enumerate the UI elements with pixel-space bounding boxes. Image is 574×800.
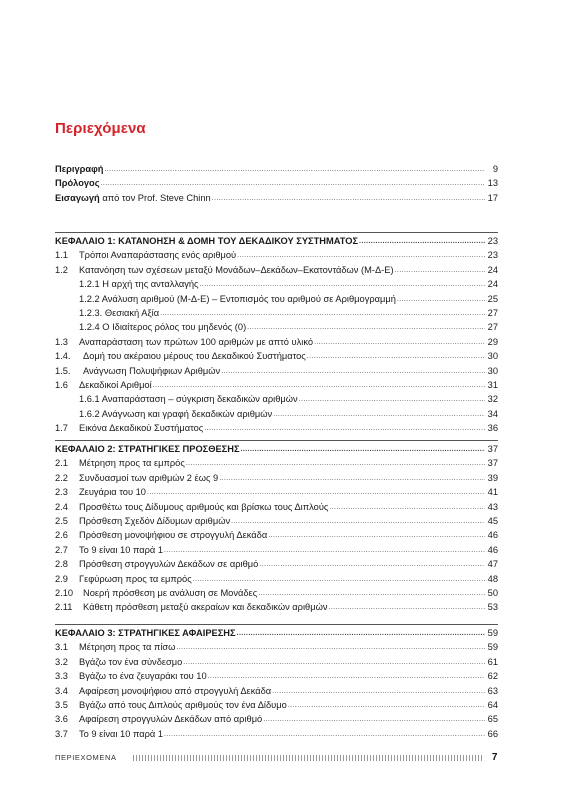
toc-section[interactable] xyxy=(55,712,498,726)
toc-entry-label xyxy=(55,191,211,205)
toc-section-page: 30 xyxy=(487,365,498,376)
toc-section-number: 3.3 xyxy=(55,671,68,682)
dot-leader xyxy=(272,685,485,699)
toc-entry-label-rest: από τον Prof. Steve Chinn xyxy=(99,192,211,203)
toc-section-page: 36 xyxy=(487,423,498,434)
chapter-heading[interactable] xyxy=(55,626,498,640)
toc-section[interactable] xyxy=(55,528,498,542)
toc-section[interactable] xyxy=(55,248,498,262)
toc-section-label: Νοερή πρόσθεση με ανάλυση σε Μονάδες xyxy=(83,587,258,598)
toc-section[interactable] xyxy=(55,640,498,654)
dot-leader xyxy=(241,443,485,457)
dot-leader xyxy=(212,192,485,206)
toc-section-page: 29 xyxy=(487,336,498,347)
toc-section-number: 3.5 xyxy=(55,699,68,710)
toc-section-page: 53 xyxy=(487,602,498,613)
toc-section-label: 1.2.4 Ο Ιδιαίτερος ρόλος του μηδενός (0) xyxy=(79,322,247,333)
dot-leader xyxy=(328,601,485,615)
toc-section-page: 63 xyxy=(487,685,498,696)
dot-leader xyxy=(288,699,485,713)
toc-section-page: 24 xyxy=(487,264,498,275)
chapter-divider xyxy=(55,440,498,441)
toc-section-page: 43 xyxy=(487,501,498,512)
toc-section-number: 1.2 xyxy=(55,264,68,275)
toc-subsection[interactable] xyxy=(55,392,498,406)
toc-section-page: 23 xyxy=(487,250,498,261)
toc-section-label: Το 9 είναι 10 παρά 1 xyxy=(79,544,164,555)
toc-section[interactable] xyxy=(55,471,498,485)
chapter-heading-page: 59 xyxy=(487,628,498,638)
toc-section-number: 3.6 xyxy=(55,714,68,725)
dot-leader xyxy=(314,336,485,350)
toc-section-label: Μέτρηση προς τα πίσω xyxy=(79,642,176,653)
toc-section-number: 1.1 xyxy=(55,250,68,261)
toc-section[interactable] xyxy=(55,364,498,378)
dot-leader xyxy=(268,529,485,543)
chapter-divider xyxy=(55,624,498,625)
chapter-divider xyxy=(55,232,498,233)
toc-section-number: 2.4 xyxy=(55,501,68,512)
toc-section-label: Βγάζω από τους Διπλούς αριθμούς τον ένα Δίδυμο xyxy=(79,699,287,710)
toc-section-number: 1.3 xyxy=(55,336,68,347)
dot-leader xyxy=(208,670,485,684)
toc-section-page: 25 xyxy=(487,293,498,304)
footer-decorative-bars xyxy=(133,755,482,761)
toc-subsection[interactable] xyxy=(55,407,498,421)
toc-entry-label xyxy=(55,176,100,190)
toc-section-label: Πρόσθεση Σχεδόν Δίδυμων αριθμών xyxy=(79,515,231,526)
dot-leader xyxy=(219,472,485,486)
toc-section-page: 24 xyxy=(487,279,498,290)
toc-section[interactable] xyxy=(55,514,498,528)
toc-section[interactable] xyxy=(55,378,498,392)
toc-section-label: Κάθετη πρόσθεση μεταξύ ακεραίων και δεκαδικών αριθμών xyxy=(83,602,328,613)
toc-section-number: 2.1 xyxy=(55,458,68,469)
toc-section[interactable] xyxy=(55,456,498,470)
toc-section-page: 34 xyxy=(487,408,498,419)
dot-leader xyxy=(186,457,485,471)
dot-leader xyxy=(247,321,485,335)
toc-section[interactable] xyxy=(55,684,498,698)
toc-section[interactable] xyxy=(55,572,498,586)
toc-section-label: Ανάγνωση Πολυψήφιων Αριθμών xyxy=(83,365,221,376)
toc-section-page: 50 xyxy=(487,587,498,598)
toc-section[interactable] xyxy=(55,557,498,571)
dot-leader xyxy=(397,293,485,307)
dot-leader xyxy=(329,501,485,515)
toc-section-number: 3.2 xyxy=(55,656,68,667)
toc-section-label: Εικόνα Δεκαδικού Συστήματος xyxy=(79,423,204,434)
toc-section[interactable] xyxy=(55,586,498,600)
toc-section-page: 32 xyxy=(487,394,498,405)
toc-section-label: Αφαίρεση στρογγυλών Δεκάδων από αριθμό xyxy=(79,714,263,725)
toc-section[interactable] xyxy=(55,263,498,277)
toc-section-number: 2.10 xyxy=(55,587,74,598)
toc-section-label: Βγάζω τον ένα σύνδεσμο xyxy=(79,656,183,667)
toc-section-number: 2.6 xyxy=(55,530,68,541)
toc-section-label: Μέτρηση προς τα εμπρός xyxy=(79,458,185,469)
toc-subsection[interactable] xyxy=(55,306,498,320)
dot-leader xyxy=(193,573,485,587)
dot-leader xyxy=(176,641,485,655)
dot-leader xyxy=(237,249,485,263)
toc-section-number: 3.4 xyxy=(55,685,68,696)
toc-section-number: 2.7 xyxy=(55,544,68,555)
chapter-heading[interactable] xyxy=(55,234,498,248)
footer-page-number: 7 xyxy=(491,752,498,763)
toc-section-label: Το 9 είναι 10 παρά 1 xyxy=(79,728,164,739)
toc-section-label: 1.6.2 Ανάγνωση και γραφή δεκαδικών αριθμών xyxy=(79,408,273,419)
toc-section[interactable] xyxy=(55,543,498,557)
toc-section-label: Βγάζω το ένα ζευγαράκι του 10 xyxy=(79,671,207,682)
toc-section-page: 45 xyxy=(487,515,498,526)
toc-section-label: Αφαίρεση μονοψήφιου από στρογγυλή Δεκάδα xyxy=(79,685,272,696)
dot-leader xyxy=(263,713,485,727)
toc-section-number: 3.1 xyxy=(55,642,68,653)
toc-section-number: 1.6 xyxy=(55,379,68,390)
toc-section-label: Προσθέτω τους Δίδυμους αριθμούς και βρίσκω τους Διπλούς xyxy=(79,501,329,512)
toc-section[interactable] xyxy=(55,727,498,741)
dot-leader xyxy=(164,544,485,558)
toc-section-page: 27 xyxy=(487,322,498,333)
toc-section-label: Γεφύρωση προς τα εμπρός xyxy=(79,573,192,584)
toc-section-number: 1.7 xyxy=(55,423,68,434)
toc-section-number: 1.4. xyxy=(55,351,71,362)
toc-section-label: Κατανόηση των σχέσεων μεταξύ Μονάδων–Δεκάδων–Εκατοντάδων (Μ-Δ-Ε) xyxy=(79,264,394,275)
toc-entry[interactable] xyxy=(55,176,498,190)
toc-section-page: 41 xyxy=(487,487,498,498)
chapter-3-section xyxy=(55,624,498,741)
chapter-heading-label: ΚΕΦΑΛΑΙΟ 2: ΣΤΡΑΤΗΓΙΚΕΣ ΠΡΟΣΘΕΣΗΣ xyxy=(55,444,240,454)
toc-section-page: 65 xyxy=(487,714,498,725)
toc-entry-page: 13 xyxy=(487,178,498,189)
dot-leader xyxy=(395,264,485,278)
toc-section-number: 2.3 xyxy=(55,487,68,498)
chapter-heading-page: 23 xyxy=(487,236,498,246)
toc-section-page: 46 xyxy=(487,530,498,541)
chapter-heading-label: ΚΕΦΑΛΑΙΟ 1: ΚΑΤΑΝΟΗΣΗ & ΔΟΜΗ ΤΟΥ ΔΕΚΑΔΙΚΟΥ ΣΥΣΤΗΜΑΤΟΣ xyxy=(55,236,359,246)
dot-leader xyxy=(299,393,485,407)
toc-section-number: 2.9 xyxy=(55,573,68,584)
toc-section-number: 2.5 xyxy=(55,515,68,526)
toc-section-number: 2.2 xyxy=(55,472,68,483)
toc-entry[interactable] xyxy=(55,162,498,176)
dot-leader xyxy=(258,587,485,601)
toc-section-label: 1.2.1 Η αρχή της ανταλλαγής xyxy=(79,279,199,290)
toc-section-label: Δομή του ακέραιου μέρους του Δεκαδικού Συστήματος xyxy=(83,351,306,362)
toc-section[interactable] xyxy=(55,698,498,712)
dot-leader xyxy=(231,515,485,529)
dot-leader xyxy=(307,350,485,364)
toc-section-number: 2.8 xyxy=(55,559,68,570)
dot-leader xyxy=(183,656,485,670)
footer-label: ΠΕΡΙΕΧΟΜΕΝΑ xyxy=(55,753,117,762)
toc-section[interactable] xyxy=(55,655,498,669)
toc-entry-label-bold: Πρόλογος xyxy=(55,178,100,189)
dot-leader xyxy=(153,379,485,393)
dot-leader xyxy=(237,627,485,641)
page-title: Περιεχόμενα xyxy=(55,120,146,137)
chapter-heading-label: ΚΕΦΑΛΑΙΟ 3: ΣΤΡΑΤΗΓΙΚΕΣ ΑΦΑΙΡΕΣΗΣ xyxy=(55,628,236,638)
dot-leader xyxy=(200,278,485,292)
toc-section-page: 64 xyxy=(487,699,498,710)
toc-section-page: 59 xyxy=(487,642,498,653)
toc-section[interactable] xyxy=(55,485,498,499)
toc-section-page: 31 xyxy=(487,379,498,390)
toc-section-label: 1.2.3. Θεσιακή Αξία xyxy=(79,307,160,318)
chapter-2-section xyxy=(55,440,498,615)
toc-section-page: 39 xyxy=(487,472,498,483)
toc-section-page: 37 xyxy=(487,458,498,469)
dot-leader xyxy=(160,307,485,321)
toc-section-label: 1.6.1 Αναπαράσταση – σύγκριση δεκαδικών αριθμών xyxy=(79,394,298,405)
toc-section-page: 30 xyxy=(487,351,498,362)
toc-section[interactable] xyxy=(55,349,498,363)
toc-entry-page: 17 xyxy=(487,192,498,203)
chapter-heading-page: 37 xyxy=(487,444,498,454)
toc-section-page: 47 xyxy=(487,559,498,570)
toc-section-page: 61 xyxy=(487,656,498,667)
toc-section-page: 62 xyxy=(487,671,498,682)
dot-leader xyxy=(164,728,485,742)
dot-leader xyxy=(104,163,485,177)
toc-section-number: 2.11 xyxy=(55,602,73,613)
toc-subsection[interactable] xyxy=(55,292,498,306)
page-footer xyxy=(55,752,498,763)
dot-leader xyxy=(259,558,485,572)
dot-leader xyxy=(204,422,485,436)
dot-leader xyxy=(359,235,485,249)
dot-leader xyxy=(147,486,485,500)
dot-leader xyxy=(273,408,485,422)
toc-entry-label-bold: Εισαγωγή xyxy=(55,192,100,203)
toc-section[interactable] xyxy=(55,421,498,435)
dot-leader xyxy=(101,177,485,191)
toc-section-page: 46 xyxy=(487,544,498,555)
chapter-1-section xyxy=(55,232,498,435)
toc-section-label: 1.2.2 Ανάλυση αριθμού (Μ-Δ-Ε) – Εντοπισμός του αριθμού σε Αριθμογραμμή xyxy=(79,293,396,304)
toc-section-page: 66 xyxy=(487,728,498,739)
toc-page xyxy=(55,0,498,800)
toc-section-number: 1.5. xyxy=(55,365,71,376)
toc-entry-label xyxy=(55,162,103,176)
chapter-heading[interactable] xyxy=(55,442,498,456)
toc-section-label: Πρόσθεση στρογγυλών Δεκάδων σε αριθμό xyxy=(79,559,259,570)
toc-section-label: Δεκαδικοί Αριθμοί xyxy=(79,379,152,390)
toc-section[interactable] xyxy=(55,669,498,683)
toc-entry[interactable] xyxy=(55,191,498,205)
dot-leader xyxy=(221,365,485,379)
toc-section-number: 3.7 xyxy=(55,728,68,739)
toc-section-label: Αναπαράσταση των πρώτων 100 αριθμών με απτό υλικό xyxy=(79,336,314,347)
toc-section[interactable] xyxy=(55,500,498,514)
toc-entry-label-bold: Περιγραφή xyxy=(55,164,104,174)
toc-section-label: Τρόποι Αναπαράστασης ενός αριθμού xyxy=(79,250,237,261)
front-matter-list xyxy=(55,162,498,205)
toc-section-label: Ζευγάρια του 10 xyxy=(79,487,146,498)
toc-section[interactable] xyxy=(55,335,498,349)
toc-section-label: Συνδυασμοί των αριθμών 2 έως 9 xyxy=(79,472,219,483)
toc-subsection[interactable] xyxy=(55,320,498,334)
toc-section-label: Πρόσθεση μονοψήφιου σε στρογγυλή Δεκάδα xyxy=(79,530,268,541)
toc-section-page: 48 xyxy=(487,573,498,584)
toc-subsection[interactable] xyxy=(55,277,498,291)
toc-entry-page: 9 xyxy=(492,164,498,174)
toc-section-page: 27 xyxy=(487,307,498,318)
toc-section[interactable] xyxy=(55,600,498,614)
